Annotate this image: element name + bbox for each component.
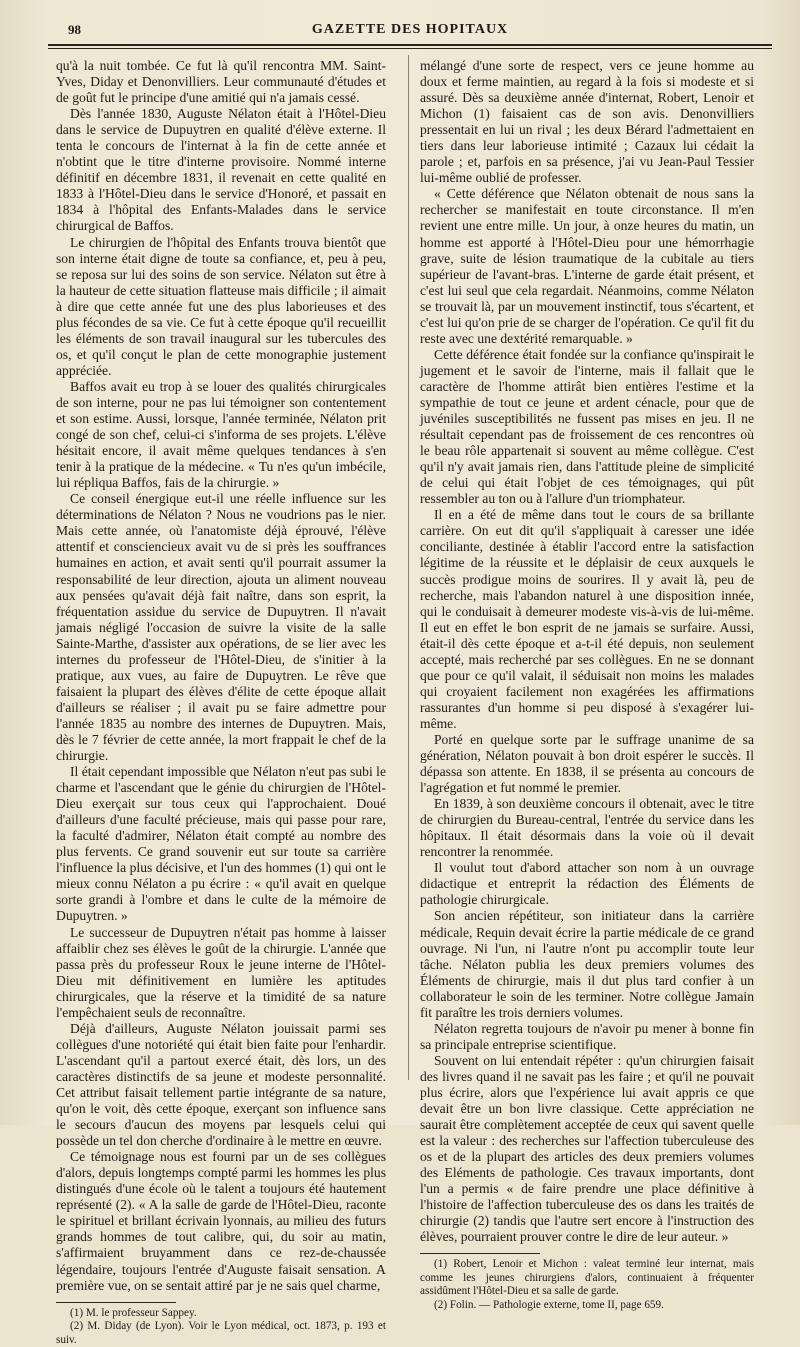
footnote-rule — [56, 1302, 176, 1303]
column-divider — [408, 55, 409, 1080]
paragraph: qu'à la nuit tombée. Ce fut là qu'il rencontra MM. Saint-Yves, Diday et Denonvilliers. Leur communauté d'études et de goût fut le principe d'une amitié qui n'a jamais cessé. — [56, 58, 386, 106]
paragraph: Ce conseil énergique eut-il une réelle influence sur les déterminations de Nélaton ? Nous ne voudrions pas le nier. Mais cette année, où l'anatomiste déjà éprouvé, l'élève attentif et consciencieux avait vu de si près les souffrances humaines en action, et avait senti qu'il pourrait assumer la responsabilité de leur direction, ajouta un aliment nouveau aux pensées qu'avait déjà fait naître, dans son esprit, la fréquentation assidue du service de Dupuytren. Il n'avait jamais négligé l'occasion de suivre la visite de la salle Sainte-Marthe, d'assister aux opérations, de se lier avec les internes du professeur de l'Hôtel-Dieu, de s'initier à la pratique, aux vues, au faire de Dupuytren. Le rêve que faisaient la plupart des élèves d'élite de cette époque allait d'ailleurs se réaliser ; il avait pu se faire admettre pour l'année 1835 au nombre des internes de Dupuytren. Mais, dès le 7 février de cette année, la mort frappait le chef de la chirurgie. — [56, 491, 386, 764]
paragraph: Il en a été de même dans tout le cours de sa brillante carrière. On eut dit qu'il s'appliquait à caresser une idée conciliante, destinée à établir l'accord entre la satisfaction légitime de la réussite et le déplaisir de ceux auxquels le succès prodigue moins de sourires. Il y avait là, peu de recherche, mais l'abandon naturel à une disposition innée, qui le conduisait à demeurer modeste vis-à-vis de lui-même. Il eut en effet le bon esprit de ne jamais se surfaire. Aussi, était-il dès cette époque et a-t-il été depuis, non seulement accepté, mais recherché par ses collègues. En ne se donnant que pour ce qu'il valait, il séduisait non moins les malades qui croyaient facilement non exagérées les affirmations rassurantes d'un homme si peu disposé à s'exagérer lui-même. — [420, 507, 754, 731]
footnote: (1) Robert, Lenoir et Michon : valeat terminé leur internat, mais comme les jeunes chirurgiens d'alors, continuaient à fréquenter assidûment l'Hôtel-Dieu et sa salle de garde. — [420, 1258, 754, 1298]
footnote: (1) M. le professeur Sappey. — [70, 1306, 197, 1319]
footnote-rule — [420, 1253, 540, 1254]
running-title: GAZETTE DES HOPITAUX — [311, 22, 509, 37]
paragraph: Cette déférence était fondée sur la confiance qu'inspirait le jugement et le savoir de l'interne, mais il fallait que le caractère de l'homme attirât bien entières l'estime et la sympathie de tout ce jeune et ardent cénacle, pour que de juvéniles susceptibilités ne fussent pas mises en jeu. Il ne résultait cependant pas de froissement de ces rencontres où le beau rôle appartenait si souvent au même collègue. C'est qu'il n'y avait jamais rien, dans l'attitude pleine de simplicité de celui qui était l'objet de ces témoignages, qui pût ressembler au ton ou à l'allure d'un triomphateur. — [420, 346, 754, 507]
paragraph: Porté en quelque sorte par le suffrage unanime de sa génération, Nélaton pouvait à bon droit espérer le succès. Il dépassa son attente. En 1838, il se présenta au concours de l'agrégation et fut nommé le premier. — [420, 731, 754, 796]
paragraph: Nélaton regretta toujours de n'avoir pu mener à bonne fin sa principale entreprise scientifique. — [420, 1020, 754, 1052]
paragraph: Son ancien répétiteur, son initiateur dans la carrière médicale, Requin devait écrire la partie médicale de ce grand ouvrage. Ni l'un, ni l'autre n'ont pu accomplir toute leur tâche. Nélaton publia les deux premiers volumes des Éléments de chirurgie, mais il dut plus tard confier à un collaborateur le soin de les terminer. Notre collègue Jamain fit paraître les trois derniers volumes. — [420, 908, 754, 1020]
left-column — [56, 58, 386, 1347]
right-column — [420, 58, 754, 1312]
header-rule-thin — [48, 48, 772, 49]
page-header — [48, 18, 772, 44]
paragraph: Il voulut tout d'abord attacher son nom à un ouvrage didactique et entreprit la rédaction des Éléments de pathologie chirurgicale. — [420, 860, 754, 908]
footnote: (2) M. Diday (de Lyon). Voir le Lyon médical, oct. 1873, p. 193 et suiv. — [56, 1320, 386, 1346]
paragraph: Baffos avait eu trop à se louer des qualités chirurgicales de son interne, pour ne pas lui témoigner son contentement et son estime. Aussi, lorsque, l'année terminée, Nélaton prit congé de son chef, celui-ci s'informa de ses projets. L'élève hésitait encore, il avait même quelques tendances à s'en tenir à la pratique de la médecine. « Tu n'es qu'un imbécile, lui répliqua Baffos, fais de la chirurgie. » — [56, 378, 386, 491]
paragraph: Ce témoignage nous est fourni par un de ses collègues d'alors, depuis longtemps compté parmi les hommes les plus distingués d'une école où le talent a toujours été hautement représenté (2). « A la salle de garde de l'Hôtel-Dieu, raconte le spirituel et brillant écrivain lyonnais, au milieu des futurs grands hommes de tout calibre, qui, du soir au matin, s'affirmaient bruyamment dans ce rez-de-chaussée légendaire, toujours l'entrée d'Auguste faisait sensation. A première vue, on se sentait attiré par je ne sais quel charme, — [56, 1149, 386, 1293]
paragraph: mélangé d'une sorte de respect, vers ce jeune homme au doux et ferme maintien, au regard à la fois si modeste et si assuré. Dès sa deuxième année d'internat, Robert, Lenoir et Michon (1) faisaient cas de son avis. Denonvilliers pressentait en lui un rival ; les deux Bérard l'admettaient en tiers dans leur laborieuse intimité ; Cazaux lui cédait la parole ; et, parfois en sa présence, j'ai vu Jean-Paul Tessier lui-même oublié de professer. — [420, 58, 754, 186]
header-rule-thick — [48, 44, 772, 46]
paragraph: « Cette déférence que Nélaton obtenait de nous sans la rechercher se manifestait en toute circonstance. Il m'en revient une entre mille. Un jour, à onze heures du matin, un homme est apporté à l'Hôtel-Dieu pour une hémorrhagie grave, suite de lésion traumatique de la cubitale au tiers supérieur de l'avant-bras. L'interne de garde était présent, et c'est lui seul que cela regardait. Néanmoins, comme Nélaton se trouvait là, par un mouvement instinctif, tous s'écartent, et c'est lui qu'on prie de se charger de l'opération. Ce qu'il fit du reste avec une dextérité remarquable. » — [420, 186, 754, 346]
paragraph: Dès l'année 1830, Auguste Nélaton était à l'Hôtel-Dieu dans le service de Dupuytren en qualité d'élève externe. Il tenta le concours de l'internat à la fin de cette année et n'obtint que le titre d'interne provisoire. Nommé interne définitif en décembre 1831, il revenait en cette qualité en 1833 à l'Hôtel-Dieu dans le service d'Honoré, et passait en 1834 à l'hôpital des Enfants-Malades dans le service chirurgical de Baffos. — [56, 106, 386, 234]
footnote: (2) Folin. — Pathologie externe, tome II, page 659. — [434, 1298, 664, 1311]
paragraph: En 1839, à son deuxième concours il obtenait, avec le titre de chirurgien du Bureau-central, l'entrée du service dans les hôpitaux. Il était désormais dans la voie où il devait rencontrer la renommée. — [420, 796, 754, 860]
paragraph: Déjà d'ailleurs, Auguste Nélaton jouissait parmi ses collègues d'une notoriété qui était bien faite pour l'enhardir. L'ascendant qu'il a partout exercé était, dès lors, un des caractères distinctifs de sa jeune et modeste personnalité. Cet attribut faisait tellement partie intégrante de sa nature, qu'on le voit, dès cette époque, exerçant son influence sans le secours d'aucun des moyens par lesquels celui qui possède un tel don cherche d'ordinaire à le mettre en œuvre. — [56, 1020, 386, 1149]
paragraph: Il était cependant impossible que Nélaton n'eut pas subi le charme et l'ascendant que le génie du chirurgien de l'Hôtel-Dieu exerçait sur tous ceux qui l'approchaient. Doué d'ailleurs d'une faculté précieuse, mais qui passe pour rare, la faculté d'admirer, Nélaton était compté au nombre des plus fervents. Ce grand souvenir eut sur toute sa carrière l'influence la plus décisive, et l'un des hommes (1) qui ont le mieux connu Nélaton a pu écrire : « qu'il avait en quelque sorte grandi à l'ombre et dans le culte de la mémoire de Dupuytren. » — [56, 764, 386, 924]
paragraph: Le chirurgien de l'hôpital des Enfants trouva bientôt que son interne était digne de toute sa confiance, et, peu à peu, se reposa sur lui des soins de son service. Nélaton sut être à la hauteur de cette situation flatteuse mais difficile ; il aimait à dire que cette année fut une des plus laborieuses et des plus fécondes de sa vie. Ce fut à cette époque qu'il recueillit les éléments de son travail inaugural sur les tubercules des os, et qu'il conçut le plan de cette monographie justement appréciée. — [56, 234, 386, 378]
paragraph: Le successeur de Dupuytren n'était pas homme à laisser affaiblir chez ses élèves le goût de la chirurgie. L'année que passa près du professeur Roux le jeune interne de l'Hôtel-Dieu mit définitivement en lumière les aptitudes chirurgicales, que la réserve et la timidité de sa nature l'empêchaient seuls de reconnaître. — [56, 924, 386, 1020]
paragraph: Souvent on lui entendait répéter : qu'un chirurgien faisait des livres quand il ne savait pas les faire ; et qu'il ne pouvait plus écrire, alors que l'expérience lui avait appris ce que devait être un bon livre classique. Cette appréciation ne saurait être complètement acceptée de ceux qui savent quelle est la valeur : des recherches sur l'affection tuberculeuse des os et de la plupart des articles des deux premiers volumes des Eléments de pathologie. Ces travaux importants, dont l'un a permis « de faire prendre une place définitive à l'histoire de l'affection tuberculeuse des os dans les traités de chirurgie (2) tandis que l'autre sert encore à l'instruction des élèves, pourraient prouver contre le dire de leur auteur. » — [420, 1052, 754, 1245]
page-number: 98 — [68, 22, 81, 37]
